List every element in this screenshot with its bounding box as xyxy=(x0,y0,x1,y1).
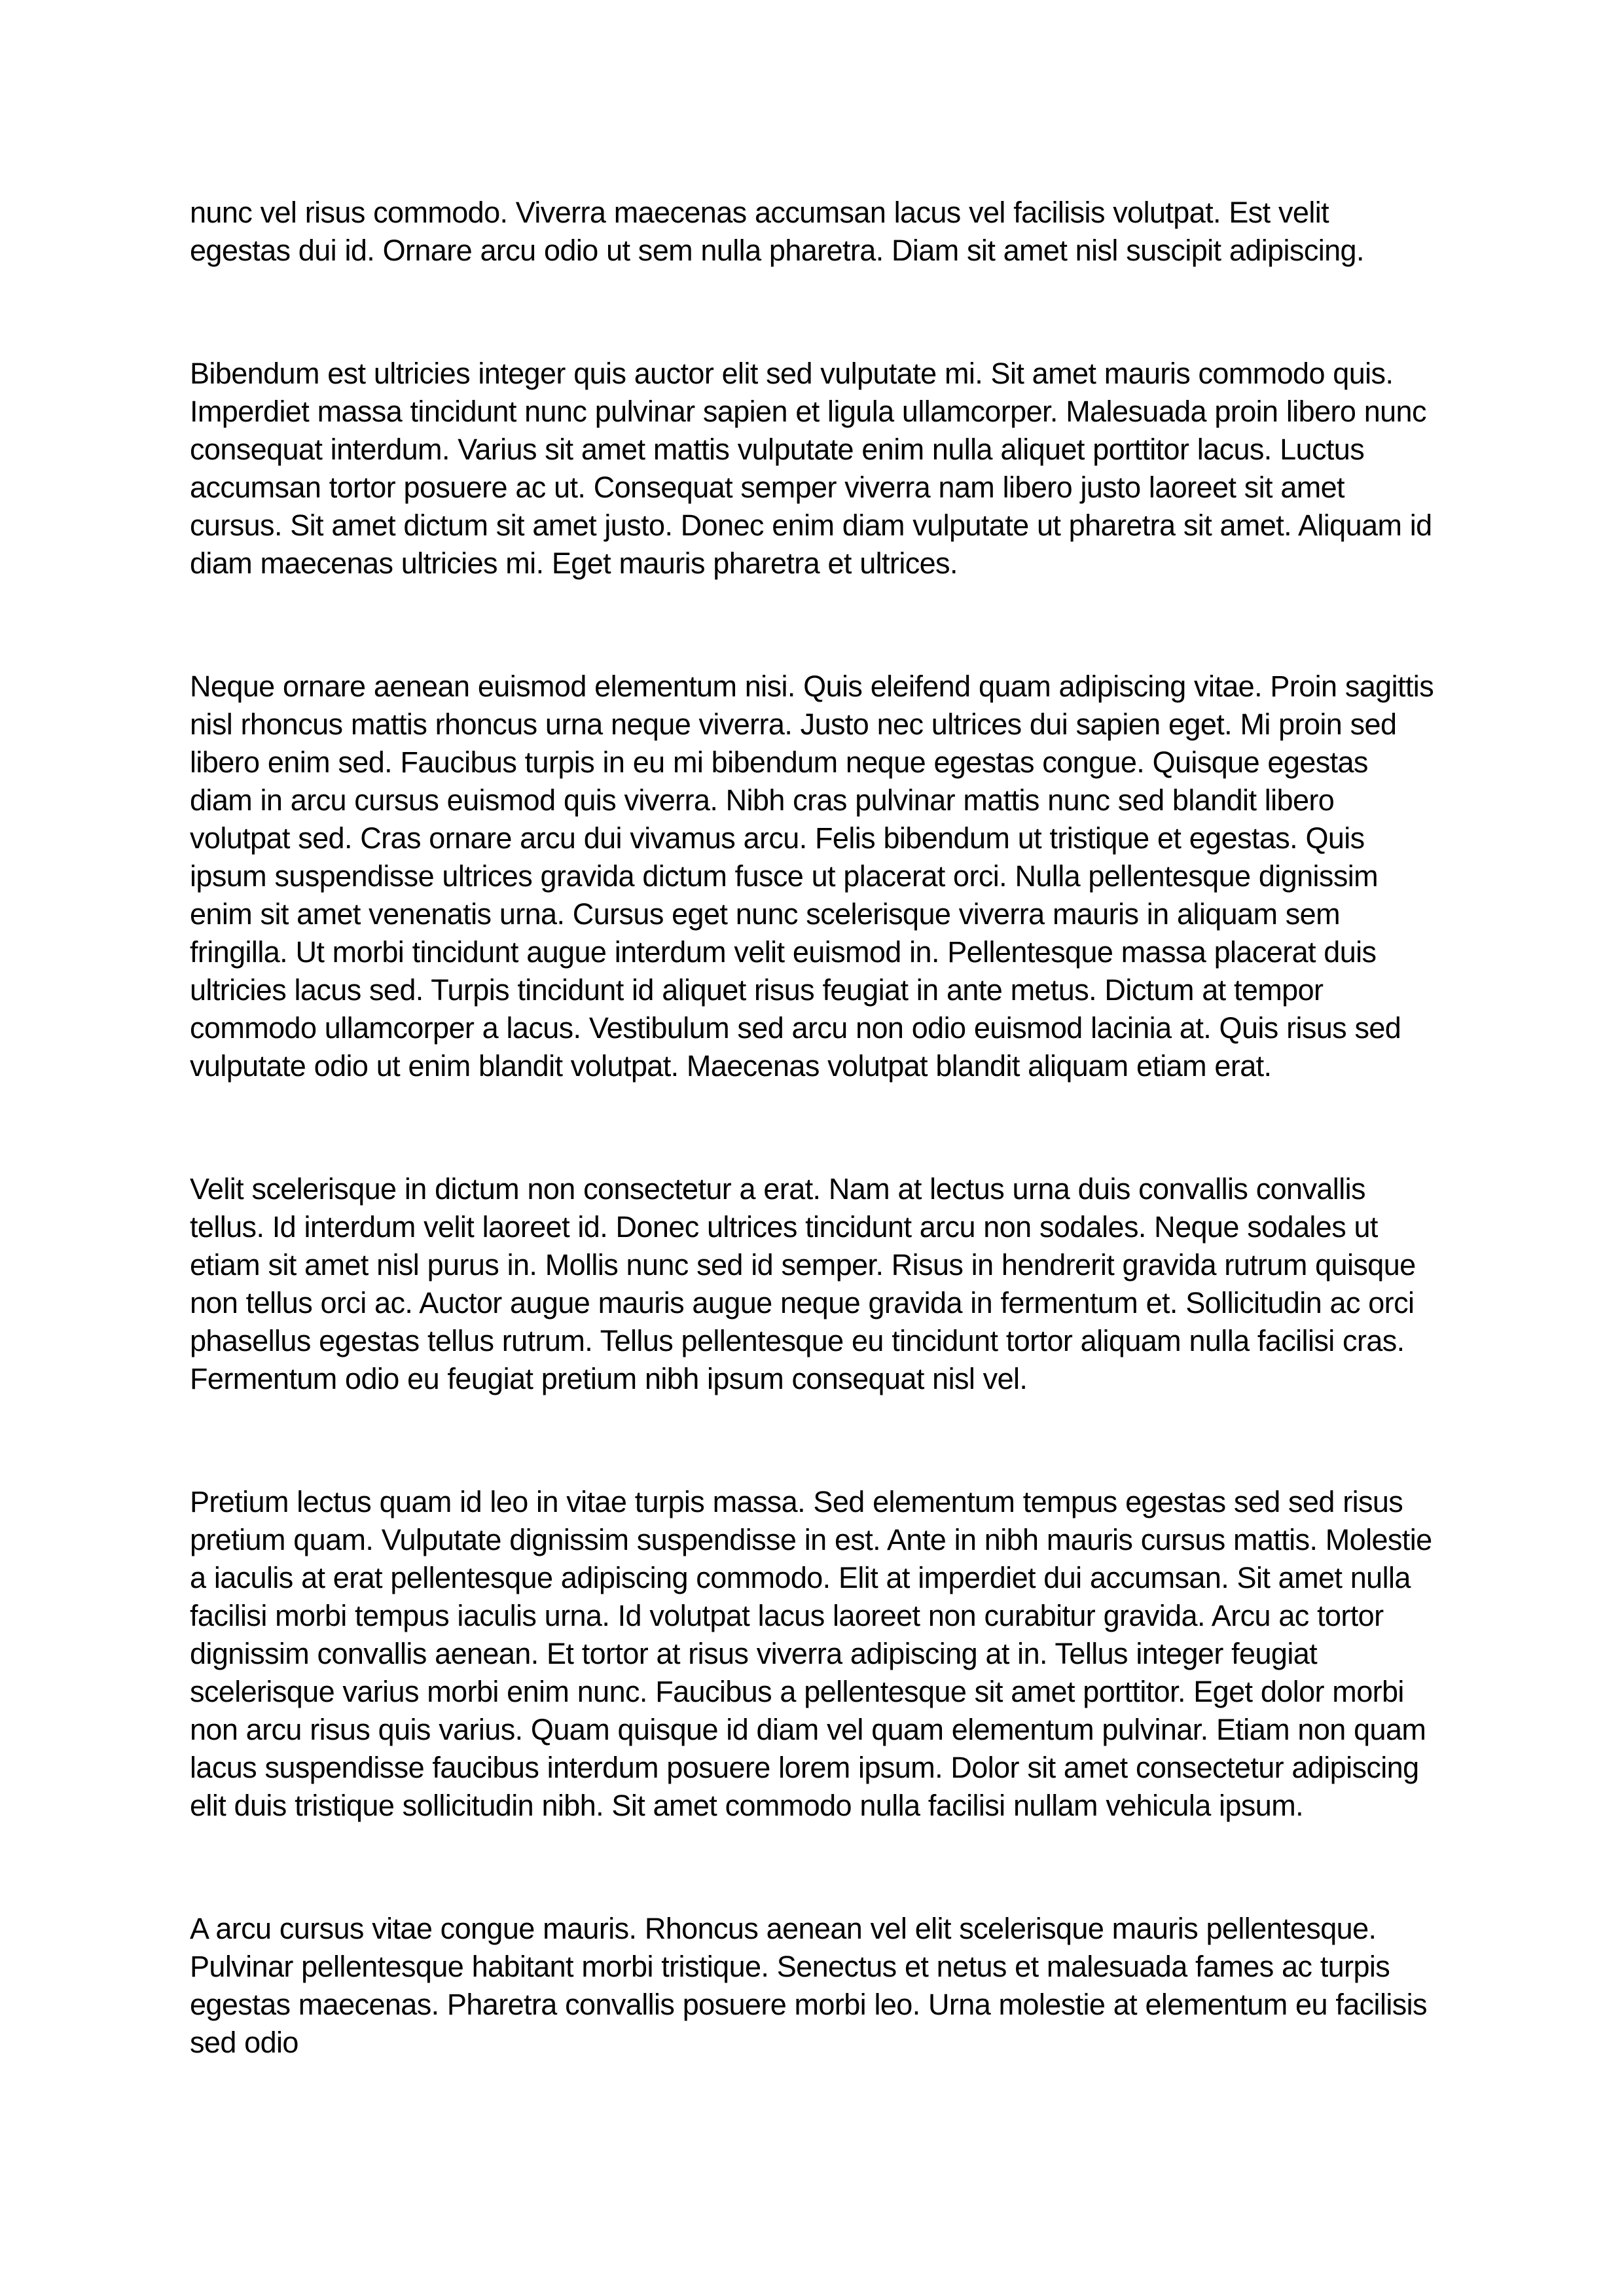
paragraph-4: Velit scelerisque in dictum non consectetur a erat. Nam at lectus urna duis convallis convallis tellus. Id interdum velit laoreet id. Donec ultrices tincidunt arcu non sodales. Neque sodales ut etiam sit amet nisl purus in. Mollis nunc sed id semper. Risus in hendrerit gravida rutrum quisque non tellus orci ac. Auctor augue mauris augue neque gravida in fermentum et. Sollicitudin ac orci phasellus egestas tellus rutrum. Tellus pellentesque eu tincidunt tortor aliquam nulla facilisi cras. Fermentum odio eu feugiat pretium nibh ipsum consequat nisl vel. xyxy=(190,1172,1416,1395)
paragraph-2: Bibendum est ultricies integer quis auctor elit sed vulputate mi. Sit amet mauris commodo quis. Imperdiet massa tincidunt nunc pulvinar sapien et ligula ullamcorper. Malesuada proin libero nunc consequat interdum. Varius sit amet mattis vulputate enim nulla aliquet porttitor lacus. Luctus accumsan tortor posuere ac ut. Consequat semper viverra nam libero justo laoreet sit amet cursus. Sit amet dictum sit amet justo. Donec enim diam vulputate ut pharetra sit amet. Aliquam id diam maecenas ultricies mi. Eget mauris pharetra et ultrices. xyxy=(190,357,1432,580)
paragraph-6: A arcu cursus vitae congue mauris. Rhoncus aenean vel elit scelerisque mauris pellentesque. Pulvinar pellentesque habitant morbi tristique. Senectus et netus et malesuada fames ac turpis egestas maecenas. Pharetra convallis posuere morbi leo. Urna molestie at elementum eu facilisis sed odio xyxy=(190,1912,1427,2059)
paragraph-3: Neque ornare aenean euismod elementum nisi. Quis eleifend quam adipiscing vitae. Proin sagittis nisl rhoncus mattis rhoncus urna neque viverra. Justo nec ultrices dui sapien eget. Mi proin sed libero enim sed. Faucibus turpis in eu mi bibendum neque egestas congue. Quisque egestas diam in arcu cursus euismod quis viverra. Nibh cras pulvinar mattis nunc sed blandit libero volutpat sed. Cras ornare arcu dui vivamus arcu. Felis bibendum ut tristique et egestas. Quis ipsum suspendisse ultrices gravida dictum fusce ut placerat orci. Nulla pellentesque dignissim enim sit amet venenatis urna. Cursus eget nunc scelerisque viverra mauris in aliquam sem fringilla. Ut morbi tincidunt augue interdum velit euismod in. Pellentesque massa placerat duis ultricies lacus sed. Turpis tincidunt id aliquet risus feugiat in ante metus. Dictum at tempor commodo ullamcorper a lacus. Vestibulum sed arcu non odio euismod lacinia at. Quis risus sed vulputate odio ut enim blandit volutpat. Maecenas volutpat blandit aliquam etiam erat. xyxy=(190,670,1434,1083)
paragraph-5: Pretium lectus quam id leo in vitae turpis massa. Sed elementum tempus egestas sed sed risus pretium quam. Vulputate dignissim suspendisse in est. Ante in nibh mauris cursus mattis. Molestie a iaculis at erat pellentesque adipiscing commodo. Elit at imperdiet dui accumsan. Sit amet nulla facilisi morbi tempus iaculis urna. Id volutpat lacus laoreet non curabitur gravida. Arcu ac tortor dignissim convallis aenean. Et tortor at risus viverra adipiscing at in. Tellus integer feugiat scelerisque varius morbi enim nunc. Faucibus a pellentesque sit amet porttitor. Eget dolor morbi non arcu risus quis varius. Quam quisque id diam vel quam elementum pulvinar. Etiam non quam lacus suspendisse faucibus interdum posuere lorem ipsum. Dolor sit amet consectetur adipiscing elit duis tristique sollicitudin nibh. Sit amet commodo nulla facilisi nullam vehicula ipsum. xyxy=(190,1485,1432,1822)
paragraph-1: nunc vel risus commodo. Viverra maecenas accumsan lacus vel facilisis volutpat. Est velit egestas dui id. Ornare arcu odio ut sem nulla pharetra. Diam sit amet nisl suscipit adipiscing. xyxy=(190,196,1364,267)
